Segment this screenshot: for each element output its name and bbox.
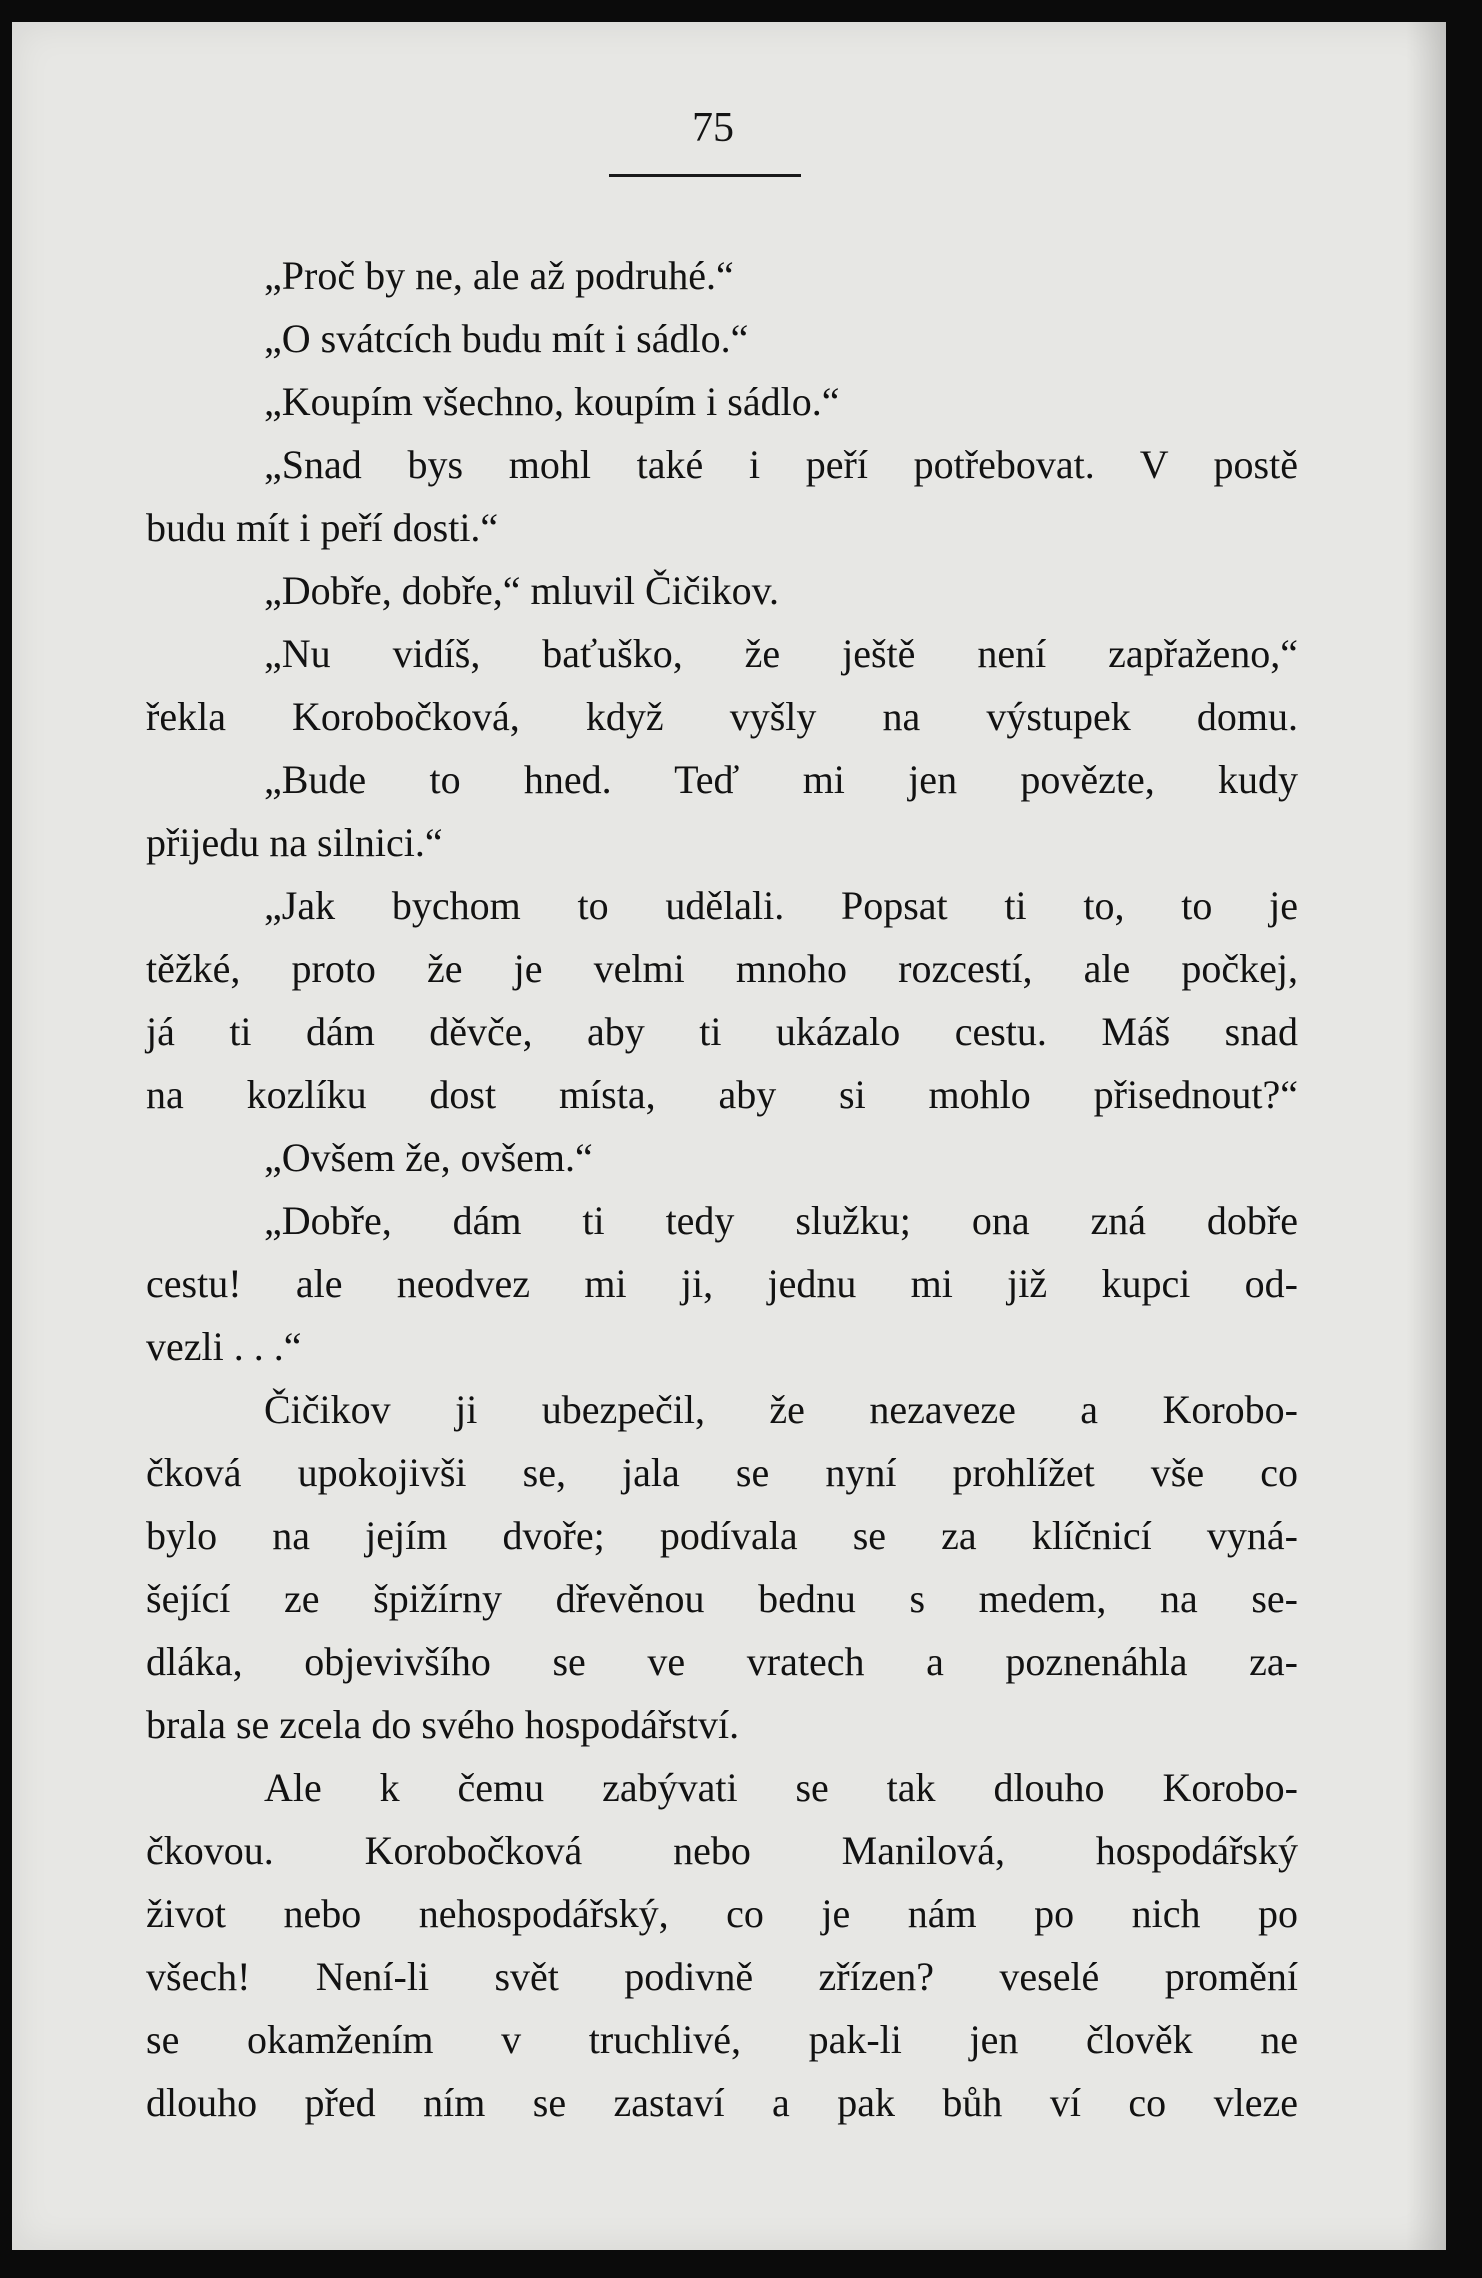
text-line: dláka, objevivšího se ve vratech a poznenáhla za- [146,1639,1298,1684]
text-line: čkovou. Korobočková nebo Manilová, hospodářský [146,1828,1298,1873]
text-line: se okamžením v truchlivé, pak-li jen člověk ne [146,2017,1298,2062]
text-line: „Koupím všechno, koupím i sádlo.“ [264,379,840,424]
text-line: „Bude to hned. Teď mi jen povězte, kudy [264,757,1298,802]
text-line: šející ze špižírny dřevěnou bednu s medem, na se- [146,1576,1298,1621]
text-line: „Dobře, dám ti tedy služku; ona zná dobře [264,1198,1298,1243]
text-line: brala se zcela do svého hospodářství. [146,1702,740,1747]
text-line: já ti dám děvče, aby ti ukázalo cestu. Máš snad [146,1009,1298,1054]
text-line: všech! Není-li svět podivně zřízen? veselé promění [146,1954,1298,1999]
text-line: dlouho před ním se zastaví a pak bůh ví co vleze [146,2080,1298,2125]
text-line: Ale k čemu zabývati se tak dlouho Korobo- [264,1765,1298,1810]
text-line: budu mít i peří dosti.“ [146,505,499,550]
text-line: „Dobře, dobře,“ mluvil Čičikov. [264,568,780,613]
text-line: přijedu na silnici.“ [146,820,443,865]
text-line: vezli . . .“ [146,1324,302,1369]
text-line: „Jak bychom to udělali. Popsat ti to, to je [264,883,1298,928]
text-line: cestu! ale neodvez mi ji, jednu mi již kupci od- [146,1261,1298,1306]
page-number-rule [609,174,801,177]
text-line: život nebo nehospodářský, co je nám po nich po [146,1891,1298,1936]
text-line: čková upokojivši se, jala se nyní prohlížet vše co [146,1450,1298,1495]
body-text [146,244,1298,2134]
text-line: „Proč by ne, ale až podruhé.“ [264,253,734,298]
page-number: 75 [692,105,734,151]
text-line: „Ovšem že, ovšem.“ [264,1135,593,1180]
text-line: Čičikov ji ubezpečil, že nezaveze a Korobo- [264,1387,1298,1432]
text-line: „Nu vidíš, baťuško, že ještě není zapřaženo,“ [264,631,1298,676]
text-line: bylo na jejím dvoře; podívala se za klíčnicí vyná- [146,1513,1298,1558]
book-page [12,22,1446,2250]
page-edge-shadow [1406,22,1446,2250]
text-line: „Snad bys mohl také i peří potřebovat. V postě [264,442,1298,487]
text-line: na kozlíku dost místa, aby si mohlo přisednout?“ [146,1072,1298,1117]
text-line: „O svátcích budu mít i sádlo.“ [264,316,749,361]
text-line: těžké, proto že je velmi mnoho rozcestí, ale počkej, [146,946,1298,991]
text-line: řekla Korobočková, když vyšly na výstupek domu. [146,694,1298,739]
